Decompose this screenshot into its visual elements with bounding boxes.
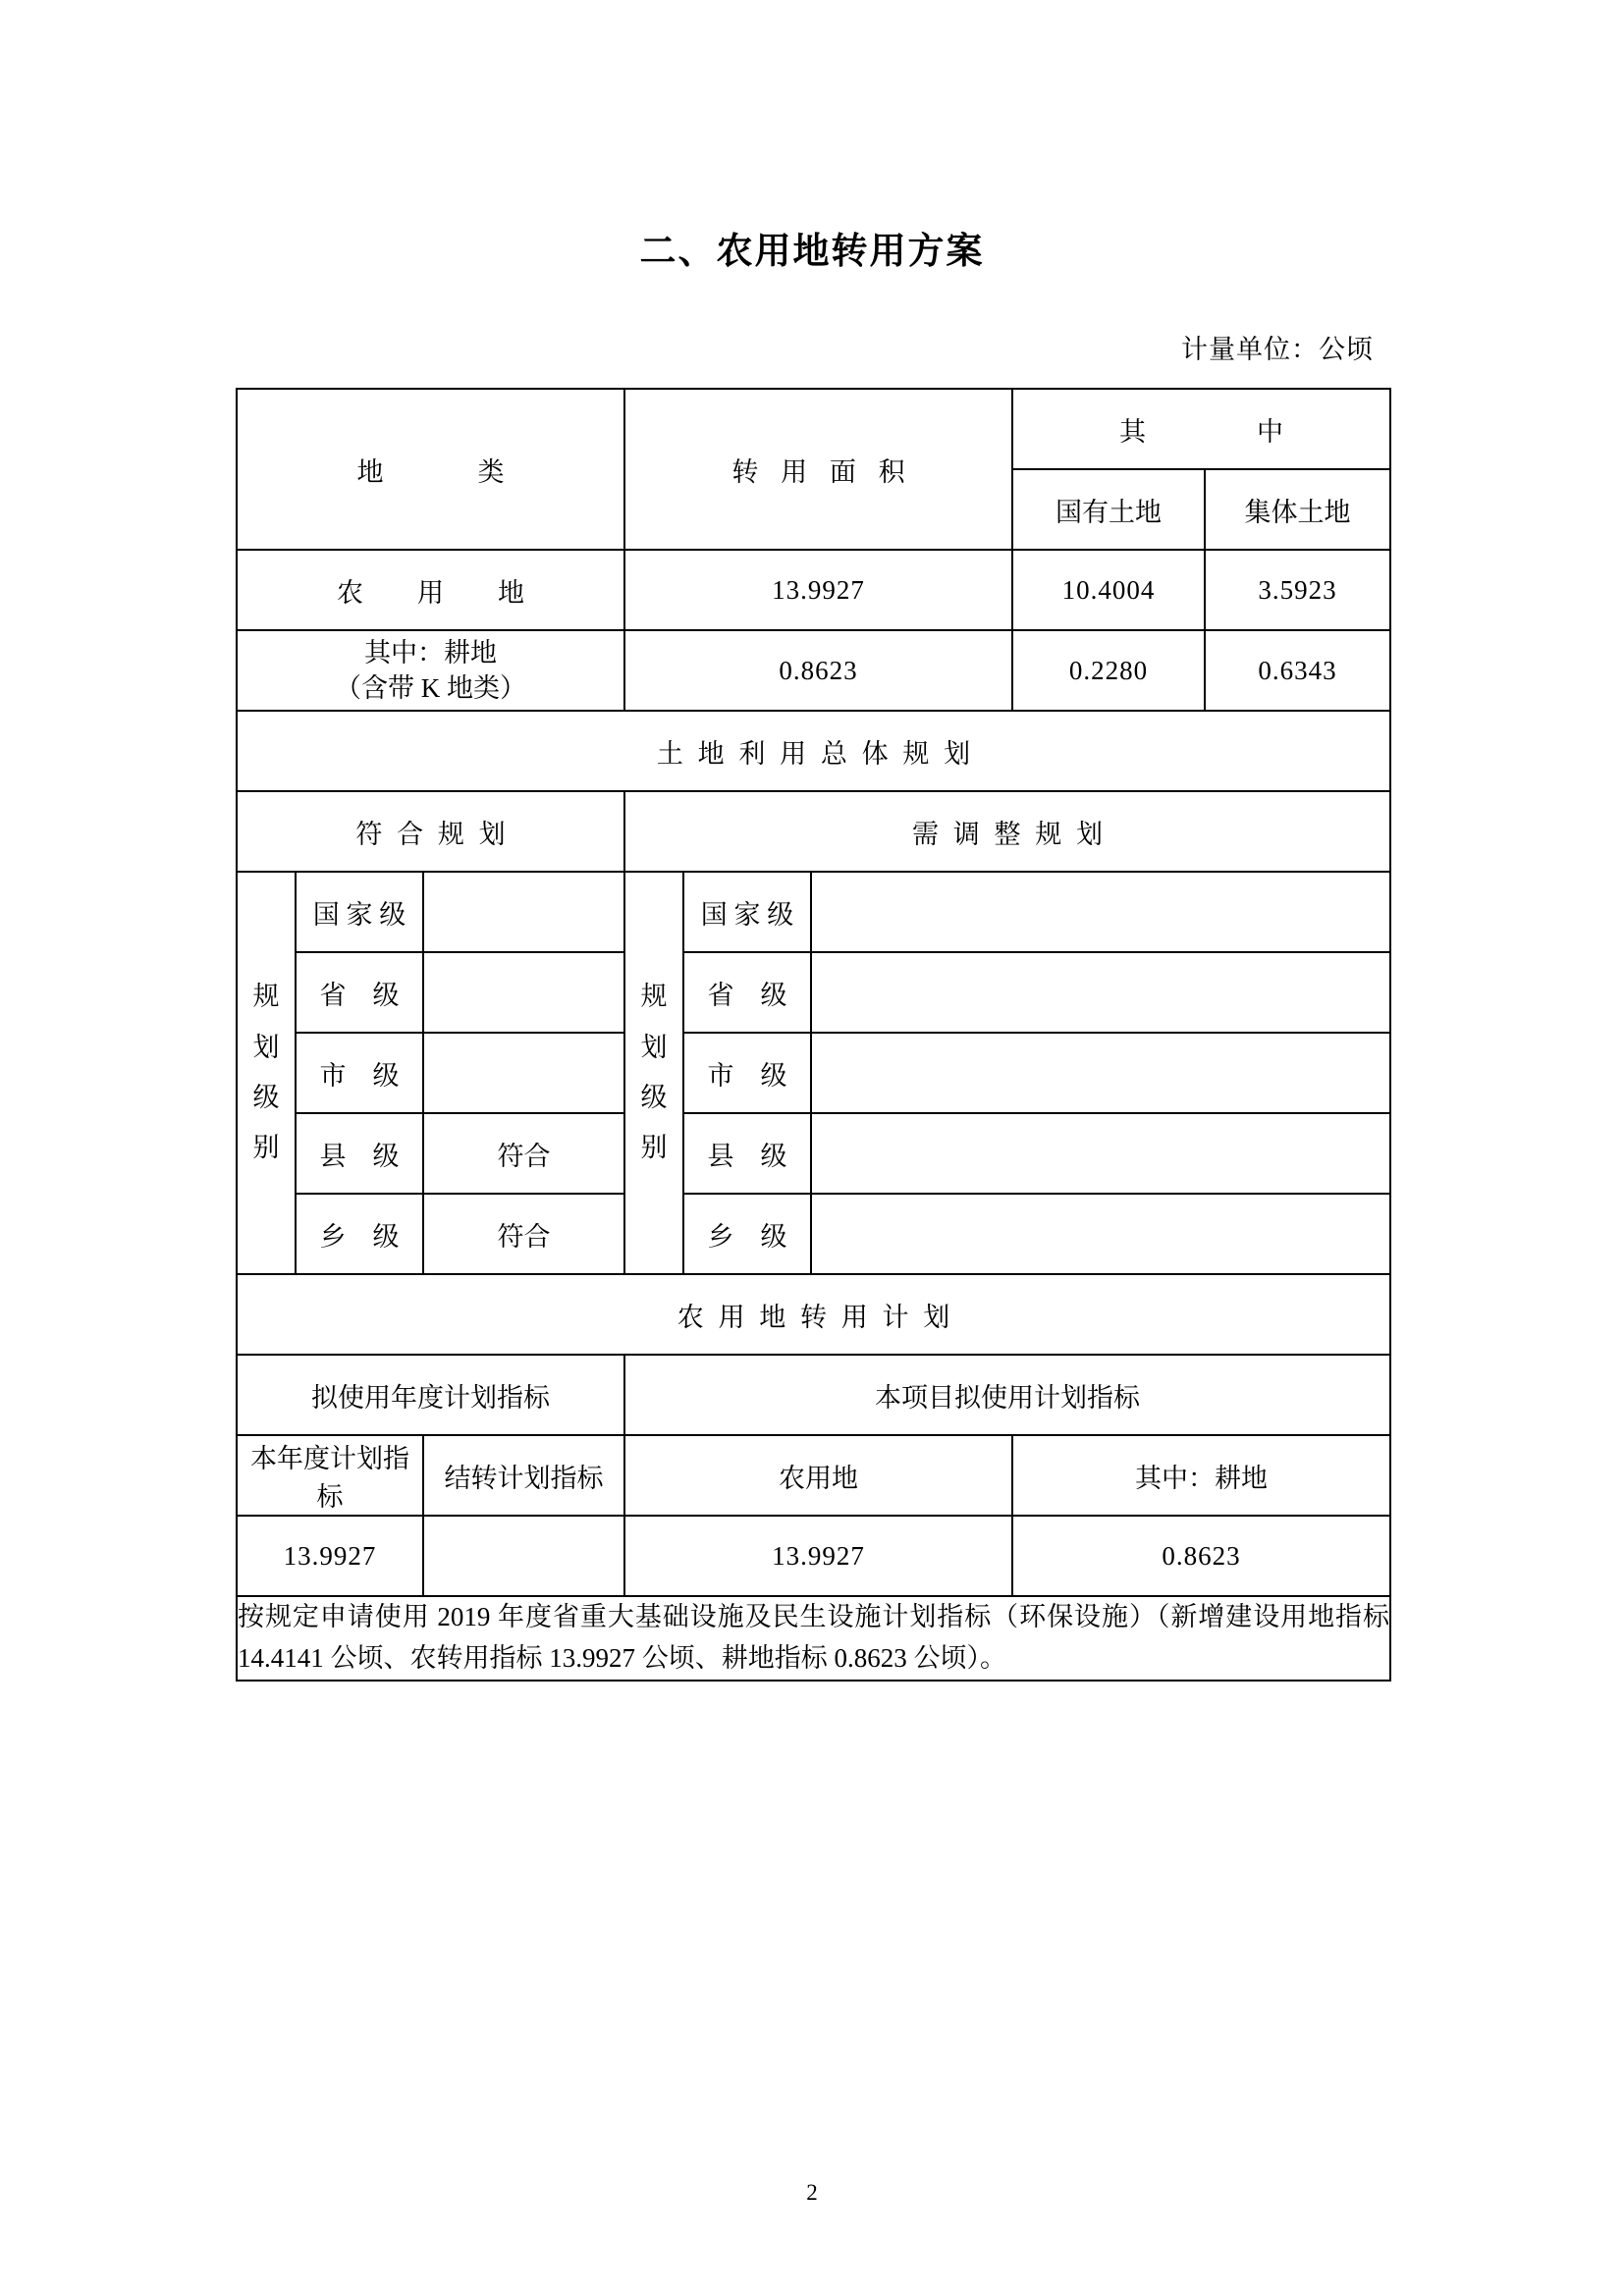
table-row-plan-values (237, 1516, 1390, 1596)
conform-level-label-char-3: 别 (252, 1133, 280, 1163)
plan-subheader-agri-land: 农用地 (624, 1435, 1012, 1516)
conform-level-name-township: 乡 级 (296, 1194, 423, 1274)
adjust-level-value-provincial (811, 952, 1390, 1033)
table-header-row-1 (237, 389, 1390, 469)
conform-level-value-city (423, 1033, 624, 1113)
conform-level-label-char-0: 规 (252, 982, 280, 1012)
header-land-type: 地 类 (237, 389, 624, 550)
adjust-level-value-township (811, 1194, 1390, 1274)
conform-level-name-city: 市 级 (296, 1033, 423, 1113)
adjust-level-label-char-1: 划 (640, 1032, 668, 1062)
plan-subheader-among-farmland: 其中：耕地 (1012, 1435, 1390, 1516)
agricultural-land-conversion-table (236, 388, 1391, 1682)
note-cell (237, 1596, 1390, 1681)
header-conversion-area: 转 用 面 积 (624, 389, 1012, 550)
table-row-level-county (237, 1113, 1390, 1194)
conform-level-value-provincial (423, 952, 624, 1033)
conform-level-label-char-2: 级 (252, 1083, 280, 1112)
table-row-plan-compliance-headers (237, 791, 1390, 872)
row-label-farmland-line1: 其中：耕地 (364, 637, 497, 667)
plan-subheader-current-year: 本年度计划指标 (237, 1435, 423, 1516)
conform-level-name-county: 县 级 (296, 1113, 423, 1194)
plan-value-current-year: 13.9927 (237, 1516, 423, 1596)
table-row-note (237, 1596, 1390, 1681)
table-row-farmland (237, 630, 1390, 711)
adjust-level-name-provincial: 省 级 (683, 952, 811, 1033)
adjust-level-label-char-2: 级 (640, 1083, 668, 1112)
plan-annual-quota-title: 拟使用年度计划指标 (237, 1355, 624, 1435)
adjust-level-name-county: 县 级 (683, 1113, 811, 1194)
agricultural-land-conversion-table-wrap (0, 366, 1624, 1682)
table-row-level-provincial (237, 952, 1390, 1033)
cell-agricultural-land-area: 13.9927 (624, 550, 1012, 630)
conform-level-label (237, 872, 296, 1274)
row-label-farmland-line2: （含带 K 地类） (335, 673, 526, 703)
adjust-level-value-city (811, 1033, 1390, 1113)
overall-plan-title: 土 地 利 用 总 体 规 划 (237, 711, 1390, 791)
plan-project-quota-title: 本项目拟使用计划指标 (624, 1355, 1390, 1435)
conform-level-label-char-1: 划 (252, 1032, 280, 1062)
cell-agricultural-land-state: 10.4004 (1012, 550, 1205, 630)
table-row-agricultural-land (237, 550, 1390, 630)
header-collective-land: 集体土地 (1205, 469, 1390, 550)
table-row-plan-subheaders (237, 1435, 1390, 1516)
adjust-level-label-char-0: 规 (640, 982, 668, 1012)
adjust-level-name-national: 国 家 级 (683, 872, 811, 952)
adjust-level-value-national (811, 872, 1390, 952)
adjust-level-value-county (811, 1113, 1390, 1194)
plan-subheader-carryover: 结转计划指标 (423, 1435, 624, 1516)
cell-farmland-state: 0.2280 (1012, 630, 1205, 711)
conversion-plan-title: 农 用 地 转 用 计 划 (237, 1274, 1390, 1355)
plan-value-carryover (423, 1516, 624, 1596)
adjust-level-label-char-3: 别 (640, 1133, 668, 1163)
adjust-level-label (624, 872, 683, 1274)
conform-level-value-national (423, 872, 624, 952)
header-state-owned-land: 国有土地 (1012, 469, 1205, 550)
plan-value-among-farmland: 0.8623 (1012, 1516, 1390, 1596)
measurement-unit-label: 计量单位：公顷 (1181, 335, 1374, 364)
table-row-level-city (237, 1033, 1390, 1113)
header-among: 其 中 (1012, 389, 1390, 469)
table-row-conversion-plan-title (237, 1274, 1390, 1355)
cell-agricultural-land-collective: 3.5923 (1205, 550, 1390, 630)
adjust-level-name-city: 市 级 (683, 1033, 811, 1113)
note-text: 按规定申请使用 2019 年度省重大基础设施及民生设施计划指标（环保设施）（新增建设用地指标 14.4141 公顷、农转用指标 13.9927 公顷、耕地指标 0.8623 公顷）。 (238, 1602, 1389, 1673)
table-row-overall-plan-title (237, 711, 1390, 791)
table-row-level-national (237, 872, 1390, 952)
conform-level-value-township: 符合 (423, 1194, 624, 1274)
row-label-agricultural-land: 农 用 地 (237, 550, 624, 630)
adjust-plan-title: 需 调 整 规 划 (624, 791, 1390, 872)
conform-level-name-provincial: 省 级 (296, 952, 423, 1033)
conform-level-name-national: 国 家 级 (296, 872, 423, 952)
conform-level-value-county: 符合 (423, 1113, 624, 1194)
row-label-farmland (237, 630, 624, 711)
page-number: 2 (806, 2180, 818, 2205)
page-title: 二、农用地转用方案 (639, 231, 985, 271)
table-row-plan-section-headers (237, 1355, 1390, 1435)
conform-plan-title: 符 合 规 划 (237, 791, 624, 872)
adjust-level-name-township: 乡 级 (683, 1194, 811, 1274)
plan-value-agri-land: 13.9927 (624, 1516, 1012, 1596)
cell-farmland-area: 0.8623 (624, 630, 1012, 711)
table-row-level-township (237, 1194, 1390, 1274)
cell-farmland-collective: 0.6343 (1205, 630, 1390, 711)
